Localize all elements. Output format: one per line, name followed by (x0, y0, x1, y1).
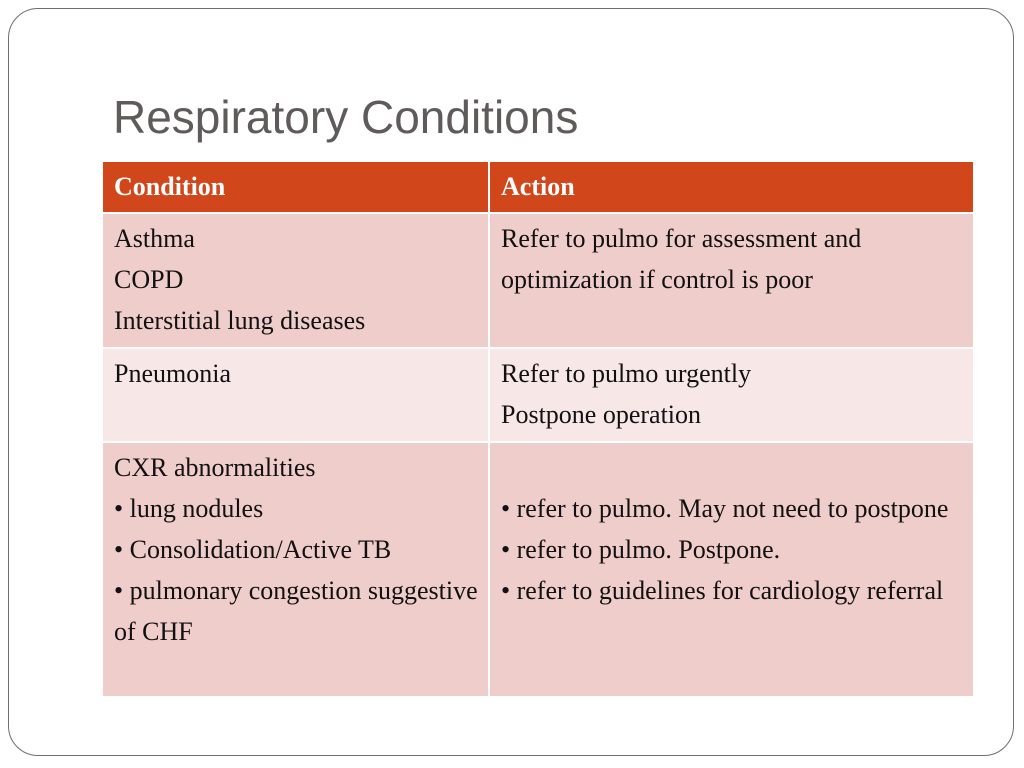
condition-cell (102, 348, 489, 442)
header-condition: Condition (102, 161, 489, 213)
condition-cell (102, 442, 489, 697)
condition-cell (102, 213, 489, 348)
table-row (102, 348, 974, 442)
action-spacer (501, 447, 963, 488)
condition-text: CXR abnormalities (114, 453, 316, 482)
condition-text: COPD (114, 265, 184, 294)
conditions-table (101, 160, 975, 698)
action-text: Refer to pulmo urgently (501, 359, 752, 388)
condition-bullet: • pulmonary congestion suggestive of CHF (114, 576, 478, 646)
header-action: Action (489, 161, 974, 213)
action-bullet: • refer to pulmo. Postpone. (501, 535, 781, 564)
action-text: Postpone operation (501, 400, 702, 429)
condition-text: Pneumonia (114, 359, 231, 388)
table-header-row (102, 161, 974, 213)
table-row (102, 213, 974, 348)
condition-text: Interstitial lung diseases (114, 306, 366, 335)
action-cell (489, 348, 974, 442)
action-cell (489, 213, 974, 348)
condition-text: Asthma (114, 224, 195, 253)
table-row (102, 442, 974, 697)
action-text: Refer to pulmo for assessment and optimization if control is poor (501, 224, 862, 294)
condition-bullet: • lung nodules (114, 494, 264, 523)
slide-title: Respiratory Conditions (113, 91, 579, 143)
action-bullet: • refer to pulmo. May not need to postpone (501, 494, 949, 523)
action-bullet: • refer to guidelines for cardiology referral (501, 576, 944, 605)
action-cell (489, 442, 974, 697)
condition-bullet: • Consolidation/Active TB (114, 535, 392, 564)
